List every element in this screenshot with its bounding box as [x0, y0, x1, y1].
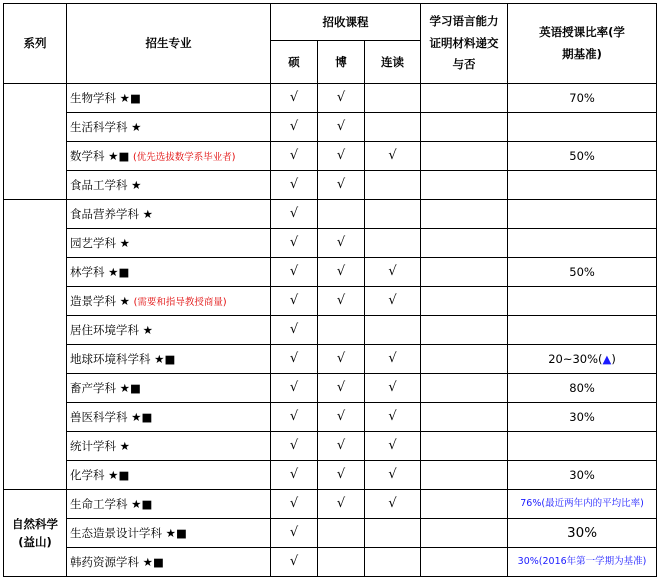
- master-mark: √: [271, 113, 318, 142]
- lang-mark: [421, 142, 508, 171]
- master-mark: √: [271, 345, 318, 374]
- table-row: [4, 519, 657, 548]
- phd-mark: [318, 519, 365, 548]
- master-mark: √: [271, 403, 318, 432]
- eng-rate-close: ): [611, 351, 616, 366]
- combined-mark: [365, 519, 421, 548]
- table-row: [4, 490, 657, 519]
- major-cell: 化学科 ★■: [67, 461, 271, 490]
- major-cell: 畜产学科 ★■: [67, 374, 271, 403]
- master-mark: √: [271, 171, 318, 200]
- phd-mark: [318, 548, 365, 577]
- dept-cell: [4, 84, 67, 200]
- table-row: [4, 200, 657, 229]
- master-mark: √: [271, 316, 318, 345]
- combined-mark: [365, 113, 421, 142]
- major-name: 数学科 ★■: [70, 148, 130, 163]
- major-cell: 生活科学科 ★: [67, 113, 271, 142]
- lang-mark: [421, 229, 508, 258]
- lang-mark: [421, 258, 508, 287]
- eng-rate: 80%: [508, 374, 657, 403]
- lang-mark: [421, 490, 508, 519]
- phd-mark: √: [318, 113, 365, 142]
- master-mark: √: [271, 200, 318, 229]
- major-cell: 食品工学科 ★: [67, 171, 271, 200]
- master-mark: √: [271, 287, 318, 316]
- lang-mark: [421, 345, 508, 374]
- combined-mark: √: [365, 142, 421, 171]
- master-mark: √: [271, 84, 318, 113]
- combined-mark: [365, 84, 421, 113]
- major-cell: 韩药资源学科 ★■: [67, 548, 271, 577]
- phd-mark: √: [318, 258, 365, 287]
- master-mark: √: [271, 461, 318, 490]
- table-row: [4, 171, 657, 200]
- eng-rate: [508, 345, 657, 374]
- combined-mark: √: [365, 287, 421, 316]
- table-row: [4, 287, 657, 316]
- phd-mark: [318, 316, 365, 345]
- admission-table: [3, 3, 657, 577]
- combined-mark: √: [365, 345, 421, 374]
- eng-rate: [508, 200, 657, 229]
- table-row: [4, 258, 657, 287]
- header-courses: 招收课程: [271, 4, 421, 41]
- lang-mark: [421, 171, 508, 200]
- header-lang-proof: 学习语言能力证明材料递交与否: [421, 4, 508, 84]
- master-mark: √: [271, 548, 318, 577]
- eng-rate: [508, 432, 657, 461]
- lang-mark: [421, 548, 508, 577]
- eng-rate: 76%(最近两年内的平均比率): [508, 490, 657, 519]
- major-cell: 林学科 ★■: [67, 258, 271, 287]
- table-row: [4, 316, 657, 345]
- table-row: [4, 432, 657, 461]
- lang-mark: [421, 461, 508, 490]
- table-row: [4, 142, 657, 171]
- phd-mark: [318, 200, 365, 229]
- major-cell: 统计学科 ★: [67, 432, 271, 461]
- lang-mark: [421, 316, 508, 345]
- header-eng-ratio: 英语授课比率(学期基准): [508, 4, 657, 84]
- dept-cell: [4, 200, 67, 490]
- phd-mark: √: [318, 374, 365, 403]
- lang-mark: [421, 519, 508, 548]
- lang-mark: [421, 432, 508, 461]
- table-row: [4, 113, 657, 142]
- major-cell: 地球环境科学科 ★■: [67, 345, 271, 374]
- eng-rate: [508, 113, 657, 142]
- major-cell: 居住环境学科 ★: [67, 316, 271, 345]
- dept-campus: (益山): [18, 535, 52, 549]
- combined-mark: √: [365, 432, 421, 461]
- eng-rate-text: 20~30%(: [548, 351, 603, 366]
- combined-mark: [365, 548, 421, 577]
- phd-mark: √: [318, 432, 365, 461]
- dept-cell: [4, 490, 67, 577]
- table-row: [4, 374, 657, 403]
- eng-rate: 50%: [508, 258, 657, 287]
- major-cell: 食品营养学科 ★: [67, 200, 271, 229]
- eng-rate: 30%: [508, 461, 657, 490]
- eng-rate: [508, 171, 657, 200]
- phd-mark: √: [318, 490, 365, 519]
- lang-mark: [421, 84, 508, 113]
- dept-name: 自然科学: [12, 516, 58, 531]
- combined-mark: √: [365, 461, 421, 490]
- eng-rate: [508, 229, 657, 258]
- major-cell: 兽医科学科 ★■: [67, 403, 271, 432]
- lang-mark: [421, 200, 508, 229]
- header-combined: 连读: [365, 41, 421, 84]
- table-row: [4, 229, 657, 258]
- table-row: [4, 84, 657, 113]
- major-cell: [67, 287, 271, 316]
- header-dept: 系列: [4, 4, 67, 84]
- eng-rate: 30%: [508, 403, 657, 432]
- combined-mark: √: [365, 374, 421, 403]
- master-mark: √: [271, 374, 318, 403]
- phd-mark: √: [318, 403, 365, 432]
- header-major: 招生专业: [67, 4, 271, 84]
- eng-rate: 70%: [508, 84, 657, 113]
- phd-mark: √: [318, 229, 365, 258]
- combined-mark: √: [365, 258, 421, 287]
- eng-rate: 50%: [508, 142, 657, 171]
- major-cell: 生物学科 ★■: [67, 84, 271, 113]
- major-cell: 生态造景设计学科 ★■: [67, 519, 271, 548]
- phd-mark: √: [318, 84, 365, 113]
- master-mark: √: [271, 490, 318, 519]
- master-mark: √: [271, 519, 318, 548]
- major-note: (需要和指导教授商量): [133, 296, 227, 308]
- phd-mark: √: [318, 461, 365, 490]
- combined-mark: [365, 171, 421, 200]
- eng-rate: 30%: [508, 519, 657, 548]
- combined-mark: [365, 200, 421, 229]
- eng-rate: [508, 287, 657, 316]
- eng-rate: 30%(2016年第一学期为基准): [508, 548, 657, 577]
- phd-mark: √: [318, 345, 365, 374]
- triangle-icon: ▲: [602, 351, 612, 366]
- eng-rate: [508, 316, 657, 345]
- major-name: 造景学科 ★: [70, 293, 130, 308]
- master-mark: √: [271, 142, 318, 171]
- major-cell: [67, 142, 271, 171]
- table-row: [4, 461, 657, 490]
- combined-mark: [365, 316, 421, 345]
- master-mark: √: [271, 432, 318, 461]
- combined-mark: √: [365, 490, 421, 519]
- major-cell: 生命工学科 ★■: [67, 490, 271, 519]
- master-mark: √: [271, 258, 318, 287]
- phd-mark: √: [318, 171, 365, 200]
- master-mark: √: [271, 229, 318, 258]
- lang-mark: [421, 403, 508, 432]
- major-note: (优先选拔数学系毕业者): [133, 151, 236, 163]
- header-master: 硕: [271, 41, 318, 84]
- combined-mark: √: [365, 403, 421, 432]
- major-cell: 园艺学科 ★: [67, 229, 271, 258]
- table-row: [4, 548, 657, 577]
- lang-mark: [421, 374, 508, 403]
- phd-mark: √: [318, 287, 365, 316]
- lang-mark: [421, 113, 508, 142]
- header-phd: 博: [318, 41, 365, 84]
- lang-mark: [421, 287, 508, 316]
- combined-mark: [365, 229, 421, 258]
- table-row: [4, 345, 657, 374]
- table-row: [4, 403, 657, 432]
- phd-mark: √: [318, 142, 365, 171]
